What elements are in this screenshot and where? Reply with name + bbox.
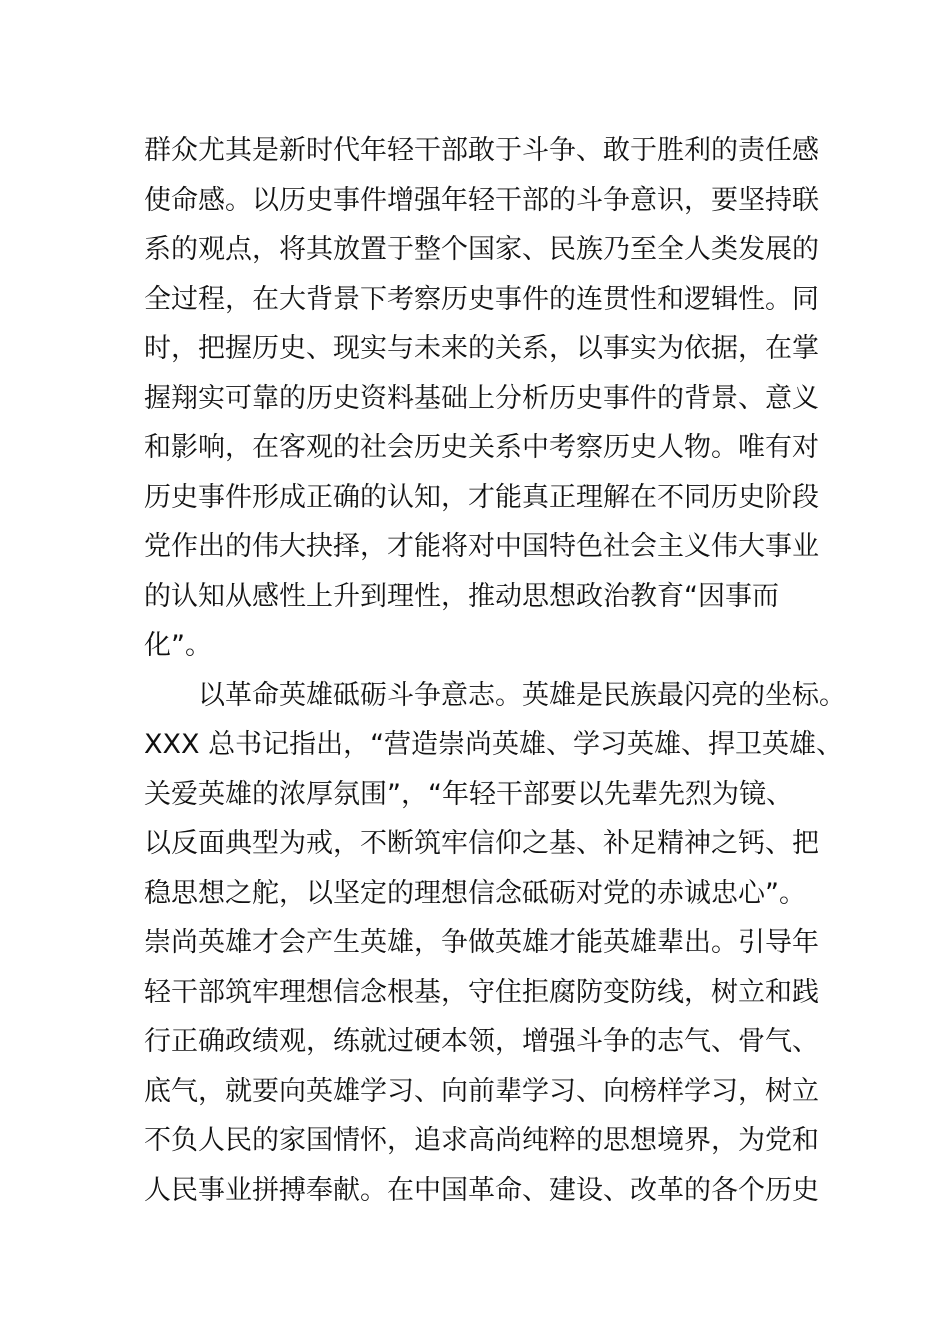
body-text: [144, 126, 846, 1215]
text-line: 时，把握历史、现实与未来的关系，以事实为依据，在掌: [144, 333, 819, 364]
text-line: 历史事件形成正确的认知，才能真正理解在不同历史阶段: [144, 481, 819, 513]
text-line: 的认知从感性上升到理性，推动思想政治教育“因事而: [144, 580, 779, 612]
text-line: 握翔实可靠的历史资料基础上分析历史事件的背景、意义: [144, 382, 819, 414]
text-line: 全过程，在大背景下考察历史事件的连贯性和逻辑性。同: [144, 283, 819, 315]
text-line: 以反面典型为戒，不断筑牢信仰之基、补足精神之钙、把: [144, 828, 819, 859]
text-line: 系的观点，将其放置于整个国家、民族乃至全人类发展的: [144, 234, 819, 265]
text-line: 使命感。以历史事件增强年轻干部的斗争意识，要坚持联: [144, 184, 819, 216]
text-line: 底气，就要向英雄学习、向前辈学习、向榜样学习，树立: [144, 1075, 819, 1107]
text-line: 和影响，在客观的社会历史关系中考察历史人物。唯有对: [144, 432, 819, 463]
paragraph-start-line: 以革命英雄砥砺斗争意志。英雄是民族最闪亮的坐标。: [198, 679, 846, 711]
text-line: 关爱英雄的浓厚氛围”，“年轻干部要以先辈先烈为镜、: [144, 778, 793, 810]
text-line: 行正确政绩观，练就过硬本领，增强斗争的志气、骨气、: [144, 1026, 819, 1057]
text-line: 党作出的伟大抉择，才能将对中国特色社会主义伟大事业: [144, 531, 819, 562]
text-line: 崇尚英雄才会产生英雄，争做英雄才能英雄辈出。引导年: [144, 927, 819, 958]
text-line: 化”。: [144, 630, 212, 661]
text-line: 轻干部筑牢理想信念根基，守住拒腐防变防线，树立和践: [144, 976, 819, 1008]
text-line: 群众尤其是新时代年轻干部敢于斗争、敢于胜利的责任感: [144, 135, 819, 166]
text-line: 稳思想之舵，以坚定的理想信念砥砺对党的赤诚忠心”。: [144, 877, 806, 909]
text-line: 不负人民的家国情怀，追求高尚纯粹的思想境界，为党和: [144, 1125, 819, 1156]
text-line: XXX 总书记指出，“营造崇尚英雄、学习英雄、捍卫英雄、: [144, 729, 844, 760]
text-line: 人民事业拼搏奉献。在中国革命、建设、改革的各个历史: [144, 1174, 819, 1206]
